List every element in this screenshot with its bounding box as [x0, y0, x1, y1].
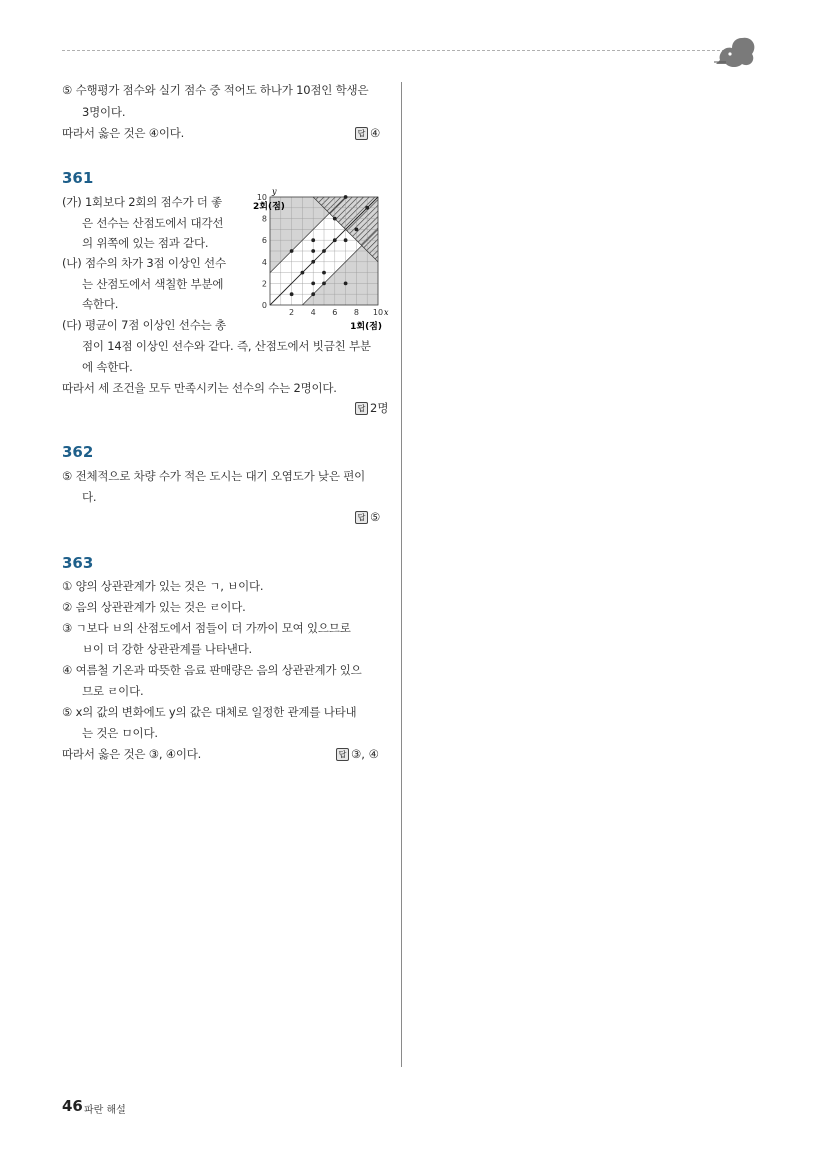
- text-line: 는 것은 ㅁ이다.: [82, 726, 158, 740]
- data-point: [333, 217, 337, 221]
- text-line: ㅂ이 더 강한 상관관계를 나타낸다.: [82, 642, 253, 656]
- y-tick-label: 0: [261, 301, 267, 310]
- problem-number: 361: [62, 169, 94, 187]
- conclusion-line: 따라서 세 조건을 모두 만족시키는 선수의 수는 2명이다.: [62, 381, 337, 395]
- text-line: 속한다.: [82, 297, 119, 311]
- text-line: 는 산점도에서 색칠한 부분에: [82, 277, 224, 291]
- text-line: ③ ㄱ보다 ㅂ의 산점도에서 점들이 더 가까이 모여 있으므로: [62, 621, 351, 635]
- column-divider: [401, 82, 402, 1067]
- answer-value: ⑤: [370, 510, 381, 524]
- data-point: [322, 282, 326, 286]
- answer-badge: 답: [355, 402, 368, 415]
- data-point: [333, 238, 337, 242]
- text-line: 에 속한다.: [82, 360, 133, 374]
- data-point: [311, 249, 315, 253]
- text-line: ⑤ 전체적으로 차량 수가 적은 도시는 대기 오염도가 낮은 편이: [62, 469, 366, 483]
- y-tick-label: 2: [261, 279, 267, 289]
- data-point: [322, 271, 326, 275]
- data-point: [365, 206, 369, 210]
- data-point: [344, 195, 348, 199]
- x-tick-label: 2: [289, 308, 295, 317]
- answer-value: ④: [370, 126, 381, 140]
- data-point: [290, 292, 294, 296]
- y-tick-label: 8: [261, 214, 267, 224]
- chart-y-variable: y: [272, 187, 277, 196]
- data-point: [322, 249, 326, 253]
- answer-box: [355, 123, 380, 143]
- chart-ylabel: 2회(점): [253, 202, 285, 212]
- x-tick-label: 4: [310, 308, 316, 317]
- text-line: 은 선수는 산점도에서 대각선: [82, 216, 224, 230]
- text-line: ② 음의 상관관계가 있는 것은 ㄹ이다.: [62, 600, 246, 614]
- text-line: ① 양의 상관관계가 있는 것은 ㄱ, ㅂ이다.: [62, 579, 264, 593]
- text-line: (가) 1회보다 2회의 점수가 더 좋: [62, 195, 223, 209]
- text-line: 므로 ㄹ이다.: [82, 684, 144, 698]
- header-rule: [62, 50, 730, 51]
- x-tick-label: 6: [332, 308, 338, 317]
- chart-x-variable: x: [384, 308, 389, 317]
- x-tick-label: 8: [353, 308, 359, 317]
- data-point: [355, 228, 359, 232]
- chart-xlabel: 1회(점): [350, 322, 382, 332]
- data-point: [311, 282, 315, 286]
- text-line: 다.: [82, 490, 97, 504]
- y-tick-label: 10: [256, 193, 267, 202]
- conclusion-line: 따라서 옳은 것은 ④이다.: [62, 126, 185, 140]
- page-number: 46: [62, 1097, 83, 1115]
- text-line: (다) 평균이 7점 이상인 선수는 총: [62, 318, 226, 332]
- data-point: [311, 260, 315, 264]
- conclusion-line: 따라서 옳은 것은 ③, ④이다.: [62, 747, 202, 761]
- text-line: 3명이다.: [82, 105, 126, 119]
- squirrel-icon: [712, 32, 758, 72]
- answer-badge: 답: [355, 511, 368, 524]
- answer-badge: 답: [355, 127, 368, 140]
- answer-box: [336, 744, 379, 764]
- text-line: 점이 14점 이상인 선수와 같다. 즉, 산점도에서 빗금친 부분: [82, 339, 371, 353]
- text-line: ④ 여름철 기온과 따뜻한 음료 판매량은 음의 상관관계가 있으: [62, 663, 362, 677]
- text-line: (나) 점수의 차가 3점 이상인 선수: [62, 256, 226, 270]
- problem-number: 362: [62, 443, 94, 461]
- y-tick-label: 4: [261, 257, 267, 267]
- data-point: [301, 271, 305, 275]
- section-label: 파란 해설: [84, 1105, 126, 1116]
- answer-value: ③, ④: [351, 747, 379, 761]
- answer-value: 2명: [370, 401, 389, 415]
- data-point: [311, 238, 315, 242]
- text-line: 의 위쪽에 있는 점과 같다.: [82, 236, 209, 250]
- text-line: ⑤ x의 값의 변화에도 y의 값은 대체로 일정한 관계를 나타내: [62, 705, 357, 719]
- data-point: [311, 292, 315, 296]
- data-point: [344, 282, 348, 286]
- scatter-plot: [252, 187, 392, 335]
- y-tick-label: 6: [261, 236, 267, 246]
- x-tick-label: 10: [372, 308, 384, 317]
- answer-box: [355, 507, 380, 527]
- data-point: [290, 249, 294, 253]
- data-point: [344, 238, 348, 242]
- problem-number: 363: [62, 554, 94, 572]
- answer-badge: 답: [336, 748, 349, 761]
- answer-box: [355, 398, 388, 418]
- text-line: ⑤ 수행평가 점수와 실기 점수 중 적어도 하나가 10점인 학생은: [62, 83, 369, 97]
